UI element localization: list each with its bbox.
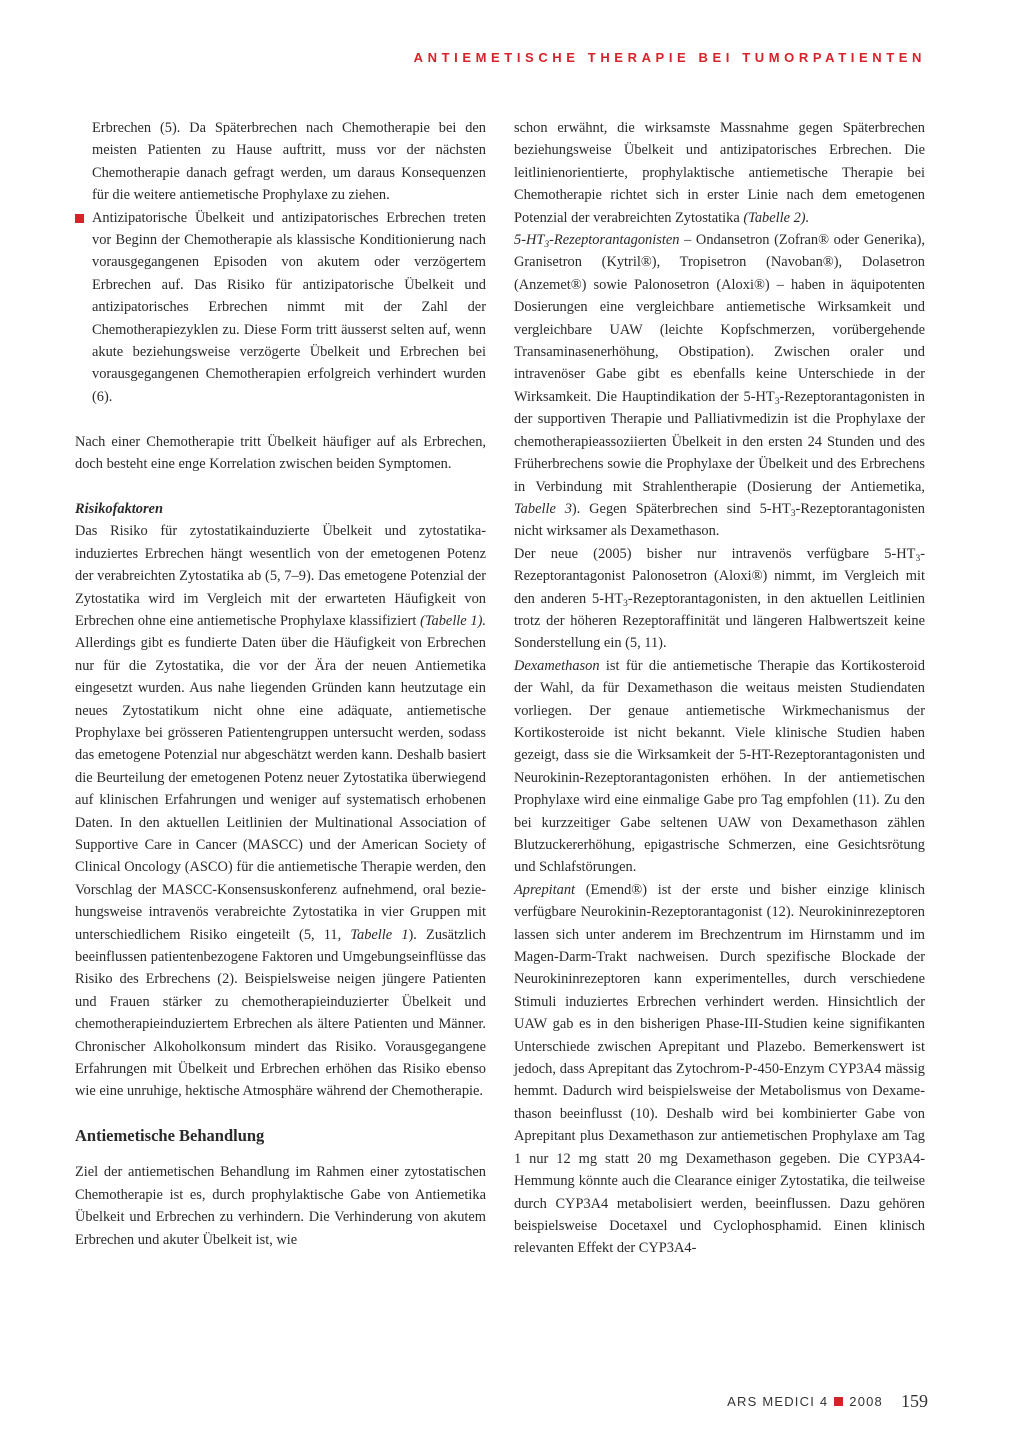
bullet-item-anticipatory xyxy=(75,207,486,409)
journal-year: 2008 xyxy=(849,1394,883,1409)
section-heading-antiemetic-treatment: Antiemetische Behandlung xyxy=(75,1126,265,1146)
paragraph-aprepitant: Aprepitant (Emend®) ist der erste und bisher einzige klinisch verfügbare Neurokinin-Rezeptorantagonist (12). Neurokininrezeptoren lassen sich unter anderem im Brechzentrum im Hirnstamm und im Magen-Darm-Trakt nachweisen. Durch spezifische Blockade der Neurokininrezeptoren kann experimentelles, durch verschiedene Stimuli induziertes Erbrechen verhindert werden. Hinsichtlich der UAW gab es in den bisherigen Phase-III-Studien keine signifikanten Unterschiede zwischen Aprepitant und Plazebo. Bemerkenswert ist jedoch, dass Aprepitant das Zytochrom-P-450-Enzym CYP3A4 mässig hemmt. Dadurch wird beispielsweise der Metabolismus von Dexamethason beeinflusst (10). Deshalb wird bei kombinierter Gabe von Aprepitant plus Dexamethason zur antiemetischen Prophylaxe am Tag 1 nur 12 mg statt 20 mg Dexamethason gegeben. Die CYP3A4-Hemmung könnte auch die Clearance einiger Zytostatika, die teilweise durch CYP3A4 metabolisiert werden, beeinflussen. Dazu gehören beispielsweise Docetaxel und Cyclophosphamid. Einen klinisch relevanten Effekt der CYP3A4- xyxy=(514,881,925,1257)
journal-name: ARS MEDICI 4 xyxy=(727,1394,829,1409)
left-column xyxy=(75,117,486,1251)
prophylaxis-text: schon erwähnt, die wirksamste Massnahme gegen Späterbrechen beziehungsweise Übelkeit und antizipatorisches Erbrechen. Die leitlinienorientierte, prophylaktische antiemetische Therapie bei Chemotherapie richtet sich in erster Linie nach dem emetogenen Potenzial der verabreichten Zytostatika xyxy=(514,120,925,226)
red-square-bullet-icon xyxy=(75,214,84,223)
page-number: 159 xyxy=(901,1391,928,1411)
paragraph-risk-factors xyxy=(75,520,486,1103)
table-2-reference: (Tabelle 2). xyxy=(743,209,810,226)
table-1-reference: (Tabelle 1). xyxy=(420,612,486,629)
term-dexamethasone: Dexamethason xyxy=(514,657,600,674)
paragraph-correlation: Nach einer Chemotherapie tritt Übelkeit häufiger auf als Erbrechen, doch besteht eine enge Korrelation zwischen beiden Symptomen. xyxy=(75,433,486,473)
risk-text-c: ). Zusätzlich beeinflussen patientenbezogene Faktoren und Umgebungseinflüsse das Risiko des Erbrechens (2). Beispielsweise neigen jüngere Patienten und Frauen stärker zu chemotherapieinduzierter Übelkeit und chemotherapieinduziertem Erbrechen als ältere Patienten und Männer. Chronischer Alkoholkonsum mindert das Risiko. Vorausgegangene Erfahrungen mit Übelkeit und Erbrechen erhöhen das Risiko ebenso wie eine unruhige, hektische Atmosphäre während der Chemotherapie. xyxy=(75,926,486,1100)
paragraph-palonosetron: Der neue (2005) bisher nur intravenös verfügbare $5-HT_3$-Rezeptorantagonist Palonosetron (Aloxi®) nimmt, im Vergleich mit den anderen $5-HT_3$-Rezeptorantagonisten, in den aktuellen Leitlinien trotz der höheren Rezeptoraffinität und längeren Halbwertszeit keine Sonderstellung ein (5, 11). xyxy=(514,545,925,652)
right-column xyxy=(514,117,925,1260)
running-header: ANTIEMETISCHE THERAPIE BEI TUMORPATIENTEN xyxy=(413,50,926,65)
table-3-reference: Tabelle 3 xyxy=(514,500,572,517)
risk-text-b: Allerdings gibt es fundierte Daten über die Häufigkeit von Erbrechen nur für die Zytostatika, die vor der Ära der neuen Antiemetika eingesetzt wurden. Aus nahe liegenden Gründen kann heutzutage ein neues Zytostatikum nicht ohne eine adäquate, antiemetische Prophylaxe bei grösseren Patientengruppen untersucht werden, sodass das emetogene Potenzial nur abgeschätzt werden kann. Deshalb basiert die Beurteilung der emetogenen Potenz neuer Zytostatika überwiegend auf klinischen Erfahrungen und weniger auf systematisch erhobenen Daten. In den aktuellen Leitlinien der Multinational Association of Supportive Care in Cancer (MASCC) und der American Society of Clinical Oncology (ASCO) für die antiemetische Therapie werden, den Vorschlag der MASCC-Konsensuskonferenz aufnehmend, oral beziehungsweise intravenös verabreichte Zytostatika in vier Gruppen mit unterschiedlichem Risiko eingeteilt (5, 11, xyxy=(75,635,486,943)
red-square-separator-icon xyxy=(834,1397,843,1406)
paragraph-dexamethasone: Dexamethason ist für die antiemetische Therapie das Kortikosteroid der Wahl, da für Dexamethason die weitaus meisten Studiendaten vorliegen. Der genaue antiemetische Wirkmechanismus der Kortikosteroide ist nicht bekannt. Viele klinische Studien haben gezeigt, dass sie die Wirksamkeit der 5-HT-Rezeptorantagonisten und Neurokinin-Rezeptorantagonisten erhöhen. In der antiemetischen Prophylaxe wird eine einmalige Gabe pro Tag empfohlen (11). Zu den bei kurzzeitiger Gabe seltenen UAW von Dexamethason zählen Blutzuckererhöhung, epigastrische Schmerzen, eine Gesichtsrötung und Schlafstörungen. xyxy=(514,657,925,876)
paragraph-prophylaxis xyxy=(514,117,925,229)
term-5ht3-antagonists: $5-HT_3$-Rezeptorantagonisten xyxy=(514,232,680,251)
bullet-text: Antizipatorische Übelkeit und antizipatorisches Erbrechen treten vor Beginn der Chemotherapie als klassische Konditionierung nach vorausgegangenen Episoden von akutem oder verzögertem Erbrechen auf. Das Risiko für antizipatorische Übelkeit und antizipatorisches Erbrechen nimmt mit der Zahl der Chemotherapiezyklen zu. Diese Form tritt äusserst selten auf, wenn akute beziehungsweise verzögerte Übelkeit und Erbrechen bei vorausgegangenen Chemotherapien erfolgreich verhindert wurden (6). xyxy=(92,209,486,405)
paragraph-late-vomiting: Erbrechen (5). Da Späterbrechen nach Chemotherapie bei den meisten Patienten zu Hause auftritt, muss vor der nächsten Chemotherapie danach gefragt werden, um daraus Konsequenzen für die weitere antiemetische Prophylaxe zu ziehen. xyxy=(92,120,486,204)
term-aprepitant: Aprepitant xyxy=(514,881,576,898)
subheading-risk-factors: Risikofaktoren xyxy=(75,500,163,517)
paragraph-5ht3-antagonists: $5-HT_3$-Rezeptorantagonisten – Ondansetron (Zofran® oder Generika), Granisetron (Kytril®), Tropisetron (Navoban®), Dolasetron (Anzemet®) sowie Palonosetron (Aloxi®) – haben in äquipotenten Dosierungen eine vergleichbare antiemetische Wirksamkeit und vergleichbare UAW (leichte Kopfschmerzen, vorübergehende Transaminasenerhöhung, Obstipation). Zwischen oraler und intravenöser Gabe gibt es ebenfalls keine Unterschiede in der Wirksamkeit. Die Hauptindikation der $5-HT_3$-Rezeptorantagonisten in der supportiven Therapie und Palliativmedizin ist die Prophylaxe der chemotherapieassoziierten Übelkeit in den ersten 24 Stunden und des Früherbrechens sowie die Prophylaxe der Übelkeit und des Erbrechens in Verbindung mit Strahlentherapie (Dosierung der Antiemetika, Tabelle 3). Gegen Späterbrechen sind $5-HT_3$-Rezeptorantagonisten nicht wirksamer als Dexamethason. xyxy=(514,232,925,540)
table-1-reference: Tabelle 1 xyxy=(350,926,409,943)
paragraph-treatment-goal: Ziel der antiemetischen Behandlung im Rahmen einer zytostatischen Chemotherapie ist es, durch prophylaktische Gabe von Antiemetika Übelkeit und Erbrechen zu verhindern. Die Verhinderung von akutem Erbrechen und akuter Übelkeit ist, wie xyxy=(75,1164,486,1248)
risk-text-a: Das Risiko für zytostatikainduzierte Übelkeit und zytostatikainduziertes Erbrechen hängt wesentlich von der emetogenen Potenz der verabreichten Zytostatika ab (5, 7–9). Das emetogene Potenzial der Zytostatika wird im Vergleich mit der erwarteten Häufigkeit von Erbrechen ohne eine antiemetische Prophylaxe klassifiziert xyxy=(75,523,486,629)
page-footer xyxy=(727,1391,928,1412)
